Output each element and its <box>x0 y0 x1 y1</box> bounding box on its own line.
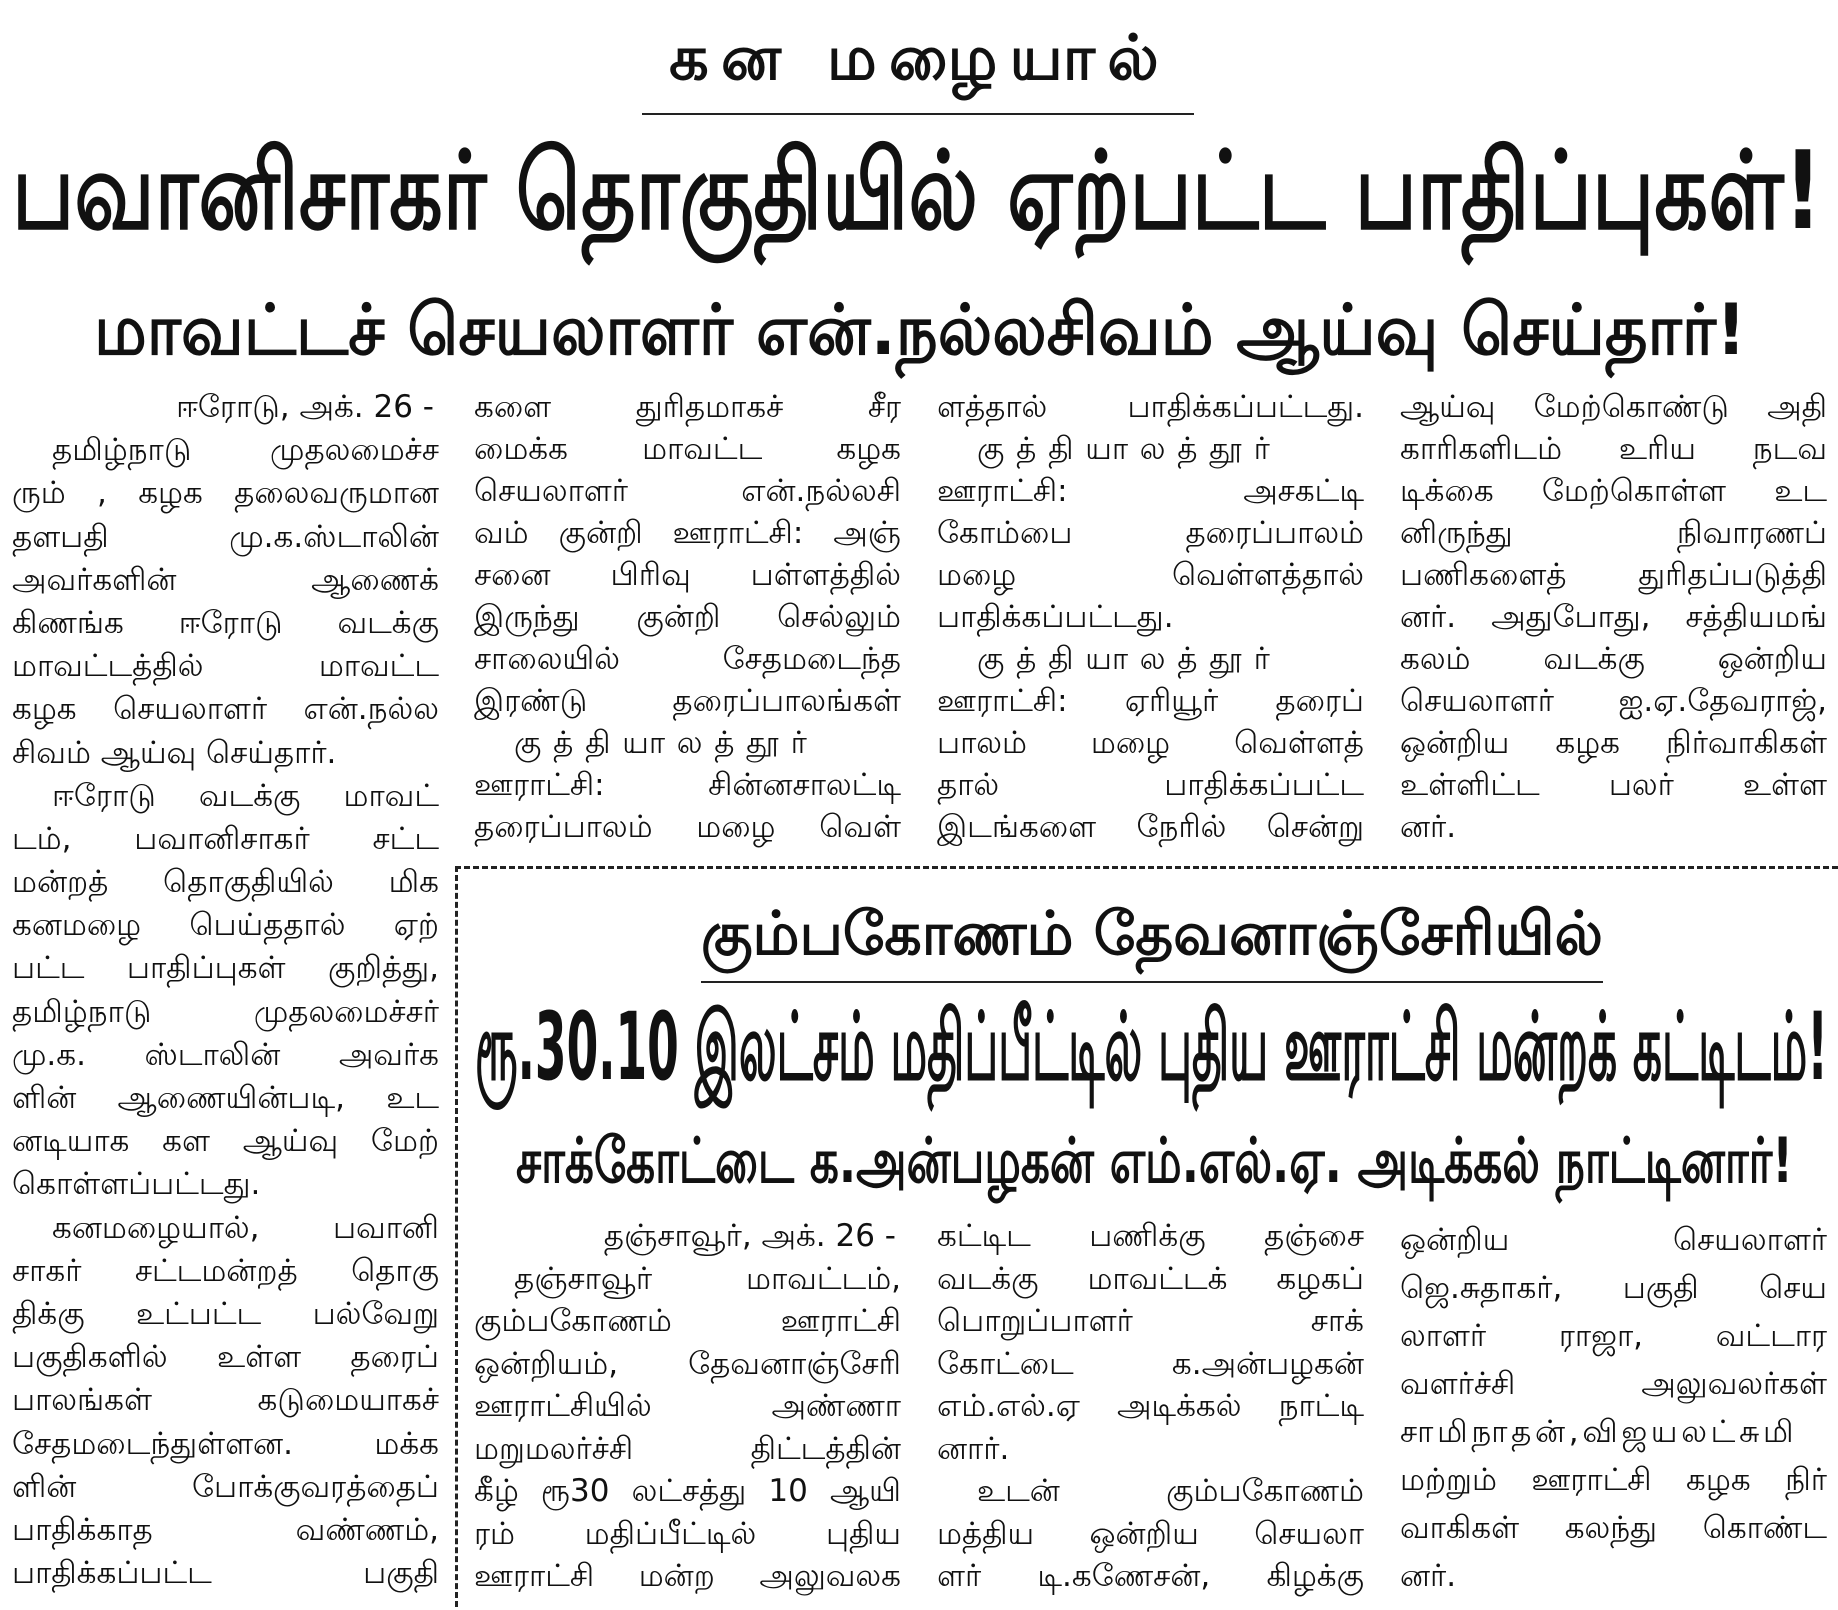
article1-subheadline <box>94 284 1746 376</box>
body-line: ஊராட்சியில் அண்ணா <box>474 1388 901 1424</box>
body-line: அவர்களின் ஆணைக் <box>12 561 439 598</box>
body-line: கொள்ளப்பட்டது. <box>12 1166 261 1203</box>
body-line: கலம் வடக்கு ஒன்றிய <box>1400 641 1827 677</box>
article2-kicker <box>701 893 1603 975</box>
article2-dashed-border-left <box>455 866 458 1607</box>
article1-kicker <box>650 16 1190 100</box>
article2-headline <box>475 992 1828 1104</box>
article2-column-2 <box>937 1215 1365 1598</box>
body-line: னர். அதுபோது, சத்தியமங் <box>1400 599 1827 635</box>
article1-kicker-underline <box>642 113 1194 115</box>
body-line: கழக செயலாளர் என்.நல்ல <box>12 691 439 728</box>
article1-kicker-text: கன மழையால் <box>669 21 1171 94</box>
body-line: மறுமலர்ச்சி திட்டத்தின் <box>474 1430 901 1467</box>
body-line: காரிகளிடம் உரிய நடவ <box>1400 431 1827 467</box>
body-line: சாலையில் சேதமடைந்த <box>474 641 901 677</box>
body-line: னர். <box>1400 809 1457 845</box>
body-line: தரைப்பாலம் மழை வெள் <box>474 809 901 845</box>
body-line: பட்ட பாதிப்புகள் குறித்து, <box>12 950 439 987</box>
dateline: தஞ்சாவூர், அக். 26 - <box>603 1218 896 1254</box>
body-line: பாலங்கள் கடுமையாகச் <box>12 1382 439 1419</box>
body-line: னர். <box>1400 1558 1457 1594</box>
body-line: பாதிக்கப்பட்டது. <box>937 599 1174 635</box>
body-line: இரண்டு தரைப்பாலங்கள் <box>474 683 901 719</box>
body-line: ஊராட்சி: ஏரியூர் தரைப் <box>937 683 1364 719</box>
body-line: பொறுப்பாளர் சாக் <box>937 1303 1364 1339</box>
body-line: தமிழ்நாடு முதலமைச்சர் <box>12 993 439 1030</box>
body-line: இருந்து குன்றி செல்லும் <box>474 599 901 635</box>
body-line: சிவம் ஆய்வு செய்தார். <box>12 734 337 771</box>
article1-column-4 <box>1400 386 1828 848</box>
body-line: கீழ் ரூ30 லட்சத்து 10 ஆயி <box>474 1473 901 1509</box>
body-line: ஒன்றிய செயலாளர் <box>1400 1222 1827 1258</box>
body-line: கிணங்க ஈரோடு வடக்கு <box>12 604 439 641</box>
body-line: குத்தியாலத்தூர் <box>514 725 819 761</box>
article2-column-1 <box>474 1215 902 1598</box>
body-line: மழை வெள்ளத்தால் <box>937 557 1364 593</box>
body-line: குத்தியாலத்தூர் <box>977 431 1282 467</box>
body-line: ரும் , கழக தலைவருமான <box>12 475 439 512</box>
article2-kicker-underline <box>701 981 1603 983</box>
body-line: ஈரோடு வடக்கு மாவட் <box>52 777 439 814</box>
body-line: சாகர் சட்டமன்றத் தொகு <box>12 1252 439 1289</box>
body-line: திக்கு உட்பட்ட பல்வேறு <box>12 1295 439 1332</box>
body-line: வம் குன்றி ஊராட்சி: அஞ் <box>474 515 901 551</box>
body-line: ஊராட்சி: அசகட்டி <box>937 473 1364 509</box>
body-line: ரம் மதிப்பீட்டில் புதிய <box>474 1515 901 1552</box>
body-line: வளர்ச்சி அலுவலர்கள் <box>1400 1366 1827 1402</box>
body-line: இடங்களை நேரில் சென்று <box>937 809 1364 845</box>
body-line: மைக்க மாவட்ட கழக <box>474 431 901 467</box>
article1-column-1 <box>12 386 440 1595</box>
article1-column-3 <box>937 386 1365 848</box>
body-line: உள்ளிட்ட பலர் உள்ள <box>1400 767 1827 803</box>
body-line: கும்பகோணம் ஊராட்சி <box>474 1303 901 1339</box>
article2-subheadline-text: சாக்கோட்டை க.அன்பழகன் எம்.எல்.ஏ. அடிக்கல் நாட்டினார்! <box>516 1124 1793 1197</box>
body-line: குத்தியாலத்தூர் <box>977 641 1282 677</box>
body-line: மன்றத் தொகுதியில் மிக <box>12 864 439 901</box>
body-line: தமிழ்நாடு முதலமைச்ச <box>52 432 439 469</box>
body-line: மு.க. ஸ்டாலின் அவர்க <box>12 1036 439 1073</box>
body-line: ளின் ஆணையின்படி, உட <box>12 1080 439 1116</box>
body-line: ளர் டி.கணேசன், கிழக்கு <box>937 1558 1364 1594</box>
body-line: களை துரிதமாகச் சீர <box>474 389 901 425</box>
body-line: கனமழையால், பவானி <box>52 1209 439 1246</box>
body-line: டம், பவானிசாகர் சட்ட <box>12 820 439 857</box>
body-line: பகுதிகளில் உள்ள தரைப் <box>12 1339 439 1376</box>
article2-subheadline <box>516 1120 1793 1202</box>
article1-headline-text: பவானிசாகர் தொகுதியில் ஏற்பட்ட பாதிப்புகள்! <box>12 129 1822 254</box>
body-line: ஊராட்சி: சின்னசாலட்டி <box>474 767 901 803</box>
dateline: ஈரோடு, அக். 26 - <box>176 389 434 425</box>
body-line: செயலாளர் ஐ.ஏ.தேவராஜ், <box>1400 683 1827 719</box>
body-line: ஒன்றியம், தேவனாஞ்சேரி <box>474 1345 901 1382</box>
body-line: சேதமடைந்துள்ளன. மக்க <box>12 1425 439 1462</box>
body-line: ஒன்றிய கழக நிர்வாகிகள் <box>1400 725 1827 761</box>
article2-column-3 <box>1400 1216 1828 1600</box>
body-line: ஜெ.சுதாகர், பகுதி செய <box>1400 1270 1827 1306</box>
body-line: ளின் போக்குவரத்தைப் <box>12 1468 439 1505</box>
article1-subheadline-text: மாவட்டச் செயலாளர் என்.நல்லசிவம் ஆய்வு செய்தார்! <box>94 289 1746 371</box>
body-line: கோம்பை தரைப்பாலம் <box>937 515 1364 551</box>
body-line: மத்திய ஒன்றிய செயலா <box>937 1515 1364 1552</box>
body-line: செயலாளர் என்.நல்லசி <box>474 473 901 509</box>
article2-kicker-text: கும்பகோணம் தேவனாஞ்சேரியில் <box>701 899 1603 969</box>
body-line: உடன் கும்பகோணம் <box>977 1473 1364 1509</box>
body-line: கனமழை பெய்ததால் ஏற் <box>12 907 439 944</box>
body-line: மற்றும் ஊராட்சி கழக நிர் <box>1400 1462 1827 1498</box>
body-line: சாமிநாதன்,விஜயலட்சுமி <box>1400 1414 1798 1450</box>
body-line: சனை பிரிவு பள்ளத்தில் <box>474 557 901 593</box>
body-line: கட்டிட பணிக்கு தஞ்சை <box>937 1218 1364 1254</box>
body-line: பாதிக்கப்பட்ட பகுதி <box>12 1555 439 1592</box>
body-line: னிருந்து நிவாரணப் <box>1400 515 1827 551</box>
article2-headline-text: ரூ.30.10 இலட்சம் மதிப்பீட்டில் புதிய ஊராட்சி மன்றக் கட்டிடம்! <box>475 993 1828 1102</box>
body-line: வடக்கு மாவட்டக் கழகப் <box>937 1260 1364 1297</box>
body-line: ளத்தால் பாதிக்கப்பட்டது. <box>937 389 1364 425</box>
body-line: பாதிக்காத வண்ணம், <box>12 1511 439 1548</box>
body-line: மாவட்டத்தில் மாவட்ட <box>12 648 439 685</box>
body-line: தளபதி மு.க.ஸ்டாலின் <box>12 518 439 555</box>
article1-column-2 <box>474 386 902 848</box>
body-line: ஊராட்சி மன்ற அலுவலக <box>474 1558 901 1594</box>
article1-headline <box>12 128 1822 256</box>
article2-dashed-border-top <box>455 866 1838 869</box>
body-line: னடியாக கள ஆய்வு மேற் <box>12 1123 439 1160</box>
body-line: எம்.எல்.ஏ அடிக்கல் நாட்டி <box>937 1388 1364 1424</box>
body-line: பணிகளைத் துரிதப்படுத்தி <box>1400 557 1827 593</box>
body-line: டிக்கை மேற்கொள்ள உட <box>1400 473 1827 509</box>
body-line: பாலம் மழை வெள்ளத் <box>937 725 1364 761</box>
body-line: வாகிகள் கலந்து கொண்ட <box>1400 1510 1827 1546</box>
body-line: னார். <box>937 1430 1010 1467</box>
body-line: தஞ்சாவூர் மாவட்டம், <box>514 1260 901 1297</box>
body-line: லாளர் ராஜா, வட்டார <box>1400 1318 1827 1354</box>
body-line: தால் பாதிக்கப்பட்ட <box>937 767 1364 803</box>
body-line: கோட்டை க.அன்பழகன் <box>937 1345 1364 1382</box>
body-line: ஆய்வு மேற்கொண்டு அதி <box>1400 389 1827 425</box>
